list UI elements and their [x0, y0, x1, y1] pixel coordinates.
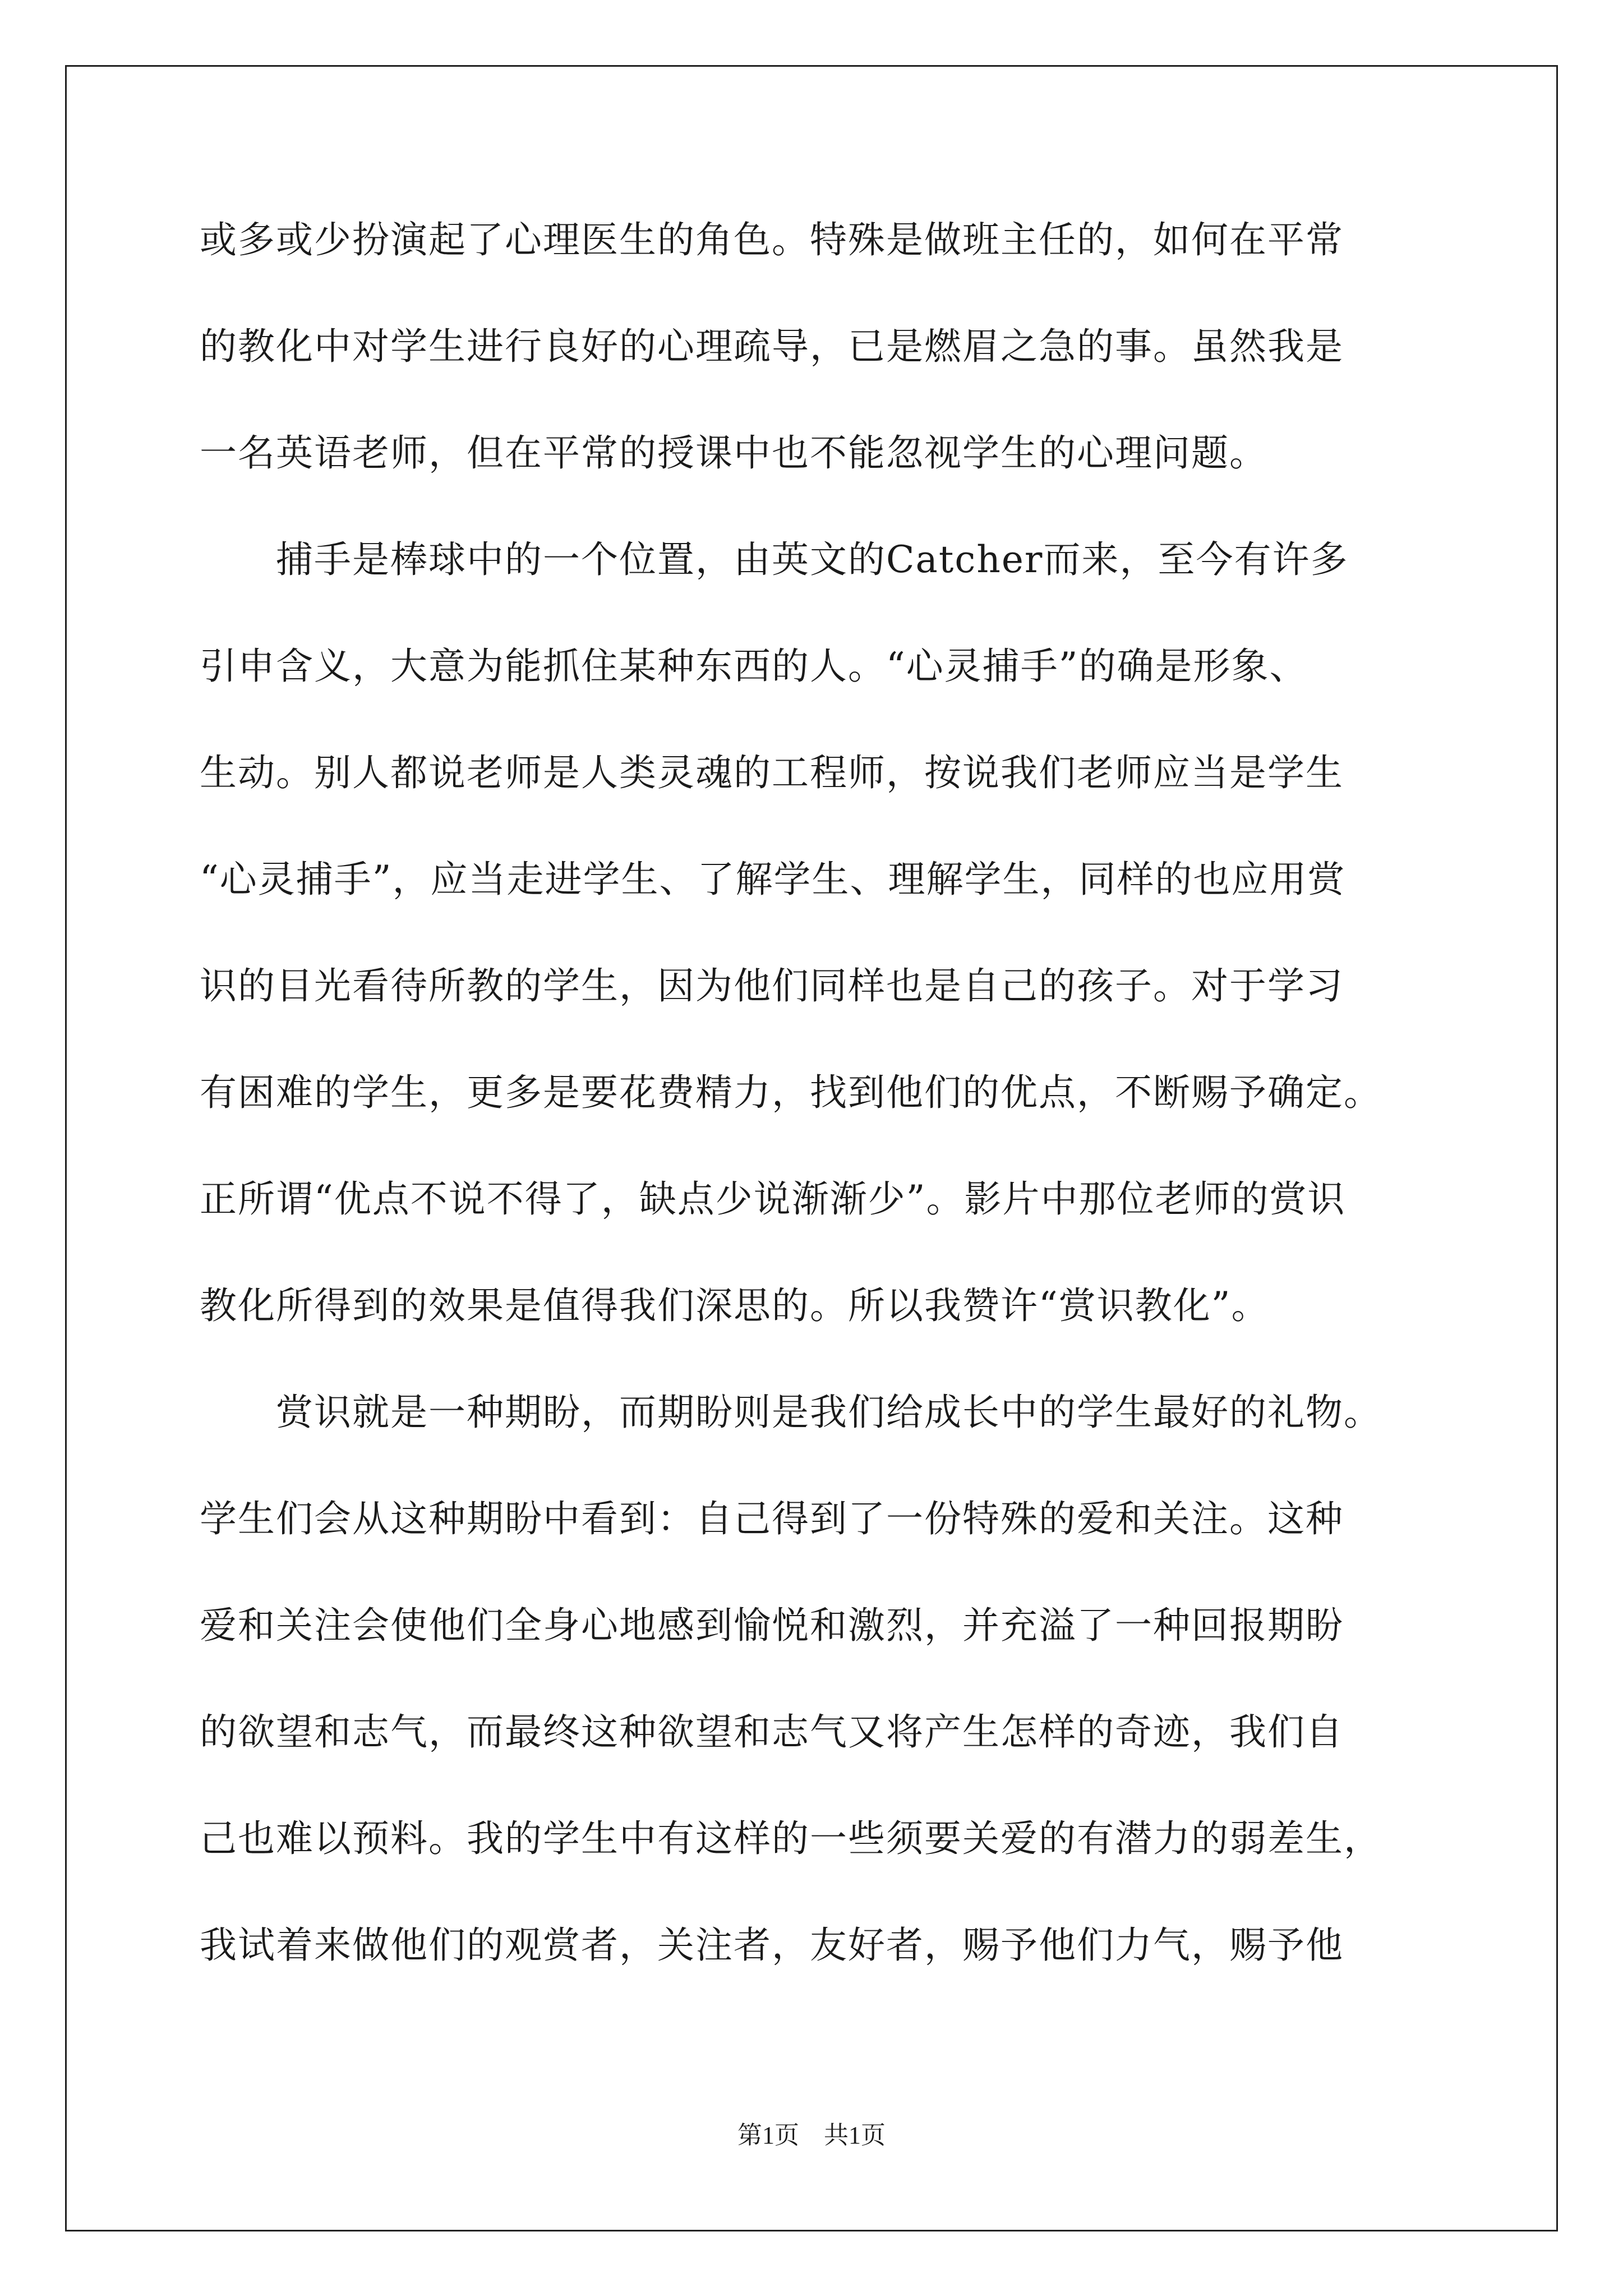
- text-line: “心灵捕手”，应当走进学生、了解学生、理解学生，同样的也应用赏: [200, 858, 1346, 901]
- text-line: 一名英语老师，但在平常的授课中也不能忽视学生的心理问题。: [200, 431, 1267, 475]
- text-line: 己也难以预料。我的学生中有这样的一些须要关爱的有潜力的弱差生，: [200, 1817, 1382, 1860]
- text-line: 的欲望和志气，而最终这种欲望和志气又将产生怎样的奇迹，我们自: [200, 1710, 1344, 1754]
- text-line: 的教化中对学生进行良好的心理疏导，已是燃眉之急的事。虽然我是: [200, 325, 1344, 368]
- text-line: 正所谓“优点不说不得了，缺点少说渐渐少”。影片中那位老师的赏识: [200, 1177, 1346, 1221]
- document-body: [200, 212, 1433, 2024]
- text-line: 生动。别人都说老师是人类灵魂的工程师，按说我们老师应当是学生: [200, 751, 1344, 794]
- text-line: 捕手是棒球中的一个位置，由英文的Catcher而来，至今有许多: [200, 538, 1349, 581]
- text-line: 有困难的学生，更多是要花费精力，找到他们的优点，不断赐予确定。: [200, 1071, 1382, 1114]
- text-line: 或多或少扮演起了心理医生的角色。特殊是做班主任的，如何在平常: [200, 218, 1344, 261]
- text-line: 识的目光看待所教的学生，因为他们同样也是自己的孩子。对于学习: [200, 964, 1344, 1007]
- text-line: 我试着来做他们的观赏者，关注者，友好者，赐予他们力气，赐予他: [200, 1924, 1344, 1967]
- text-line: 教化所得到的效果是值得我们深思的。所以我赞许“赏识教化”。: [200, 1284, 1270, 1327]
- page-footer: 第1页 共1页: [737, 2122, 886, 2149]
- text-line: 引申含义，大意为能抓住某种东西的人。“心灵捕手”的确是形象、: [200, 645, 1308, 688]
- text-line: 学生们会从这种期盼中看到：自己得到了一份特殊的爱和关注。这种: [200, 1497, 1344, 1540]
- text-line: 赏识就是一种期盼，而期盼则是我们给成长中的学生最好的礼物。: [200, 1391, 1382, 1434]
- text-line: 爱和关注会使他们全身心地感到愉悦和激烈，并充溢了一种回报期盼: [200, 1604, 1344, 1647]
